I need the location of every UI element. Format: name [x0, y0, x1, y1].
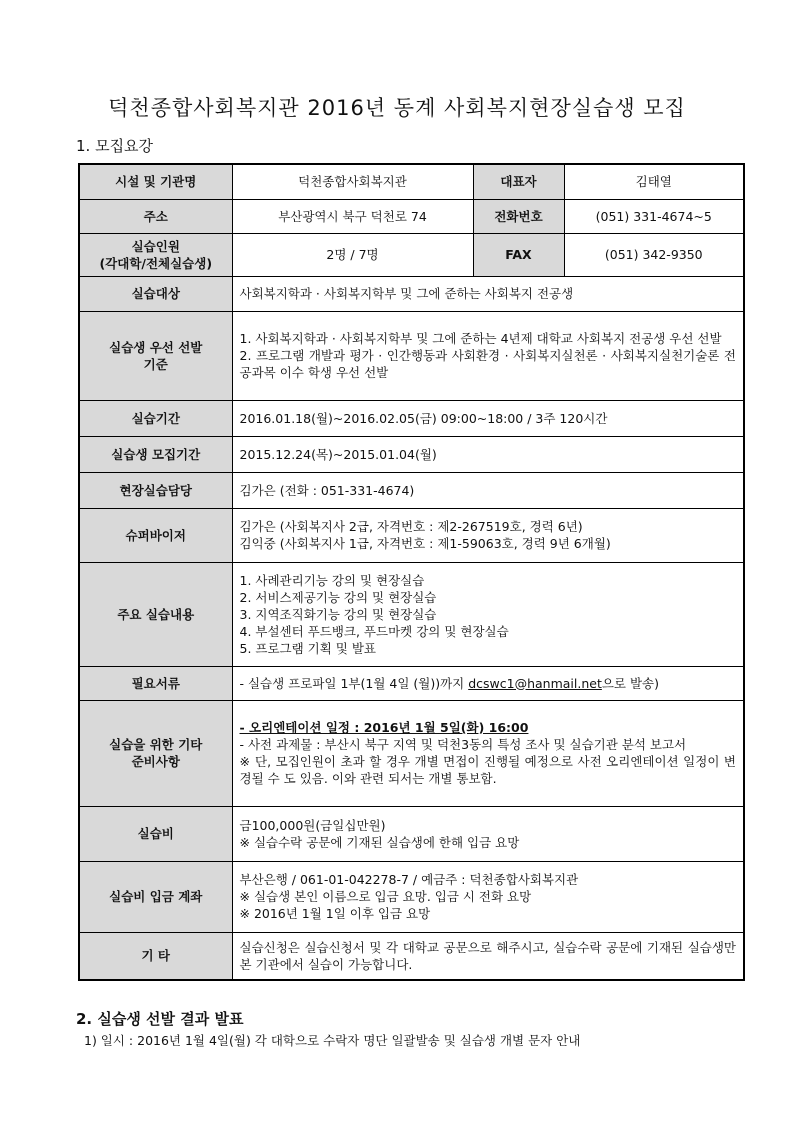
account-line-1: 부산은행 / 061-01-042278-7 / 예금주 : 덕천종합사회복지관 — [239, 872, 579, 887]
prep-line-3: ※ 단, 모집인원이 초과 할 경우 개별 면접이 진행될 예정으로 사전 오리엔테이션 일정이 변경될 수 도 있음. 이와 관련 되서는 개별 통보함. — [239, 754, 736, 786]
priority-line-2: 2. 프로그램 개발과 평가 · 인간행동과 사회환경 · 사회복지실천론 · 사회복지실천기술론 전공과목 이수 학생 우선 선발 — [239, 348, 736, 380]
page-title: 덕천종합사회복지관 2016년 동계 사회복지현장실습생 모집 — [108, 96, 686, 120]
account-line-2: ※ 실습생 본인 이름으로 입금 요망. 입금 시 전화 요망 — [239, 889, 532, 904]
account-label: 실습비 입금 계좌 — [79, 861, 232, 932]
table-row — [79, 400, 744, 436]
section2-item: 1) 일시 : 2016년 1월 4일(월) 각 대학으로 수락자 명단 일괄발송 및 실습생 개별 문자 안내 — [84, 1033, 581, 1048]
recruitment-table — [78, 163, 745, 981]
prep-label-line2: 준비사항 — [131, 754, 180, 769]
supervisor-line-1: 김가은 (사회복지사 2급, 자격번호 : 제2-267519호, 경력 6년) — [239, 519, 583, 534]
fee-value — [232, 806, 744, 861]
priority-label — [79, 311, 232, 400]
count-label-line2: (각대학/전체실습생) — [99, 255, 213, 271]
table-row — [79, 861, 744, 932]
fax-label: FAX — [473, 233, 564, 276]
supervisor-label: 슈퍼바이저 — [79, 508, 232, 562]
recruit-value: 2015.12.24(목)~2015.01.04(월) — [232, 436, 744, 472]
rep-label: 대표자 — [473, 164, 564, 199]
section1-heading: 1. 모집요강 — [76, 137, 154, 155]
priority-line-1: 1. 사회복지학과 · 사회복지학부 및 그에 준하는 4년제 대학교 사회복지 전공생 우선 선발 — [239, 331, 722, 346]
list-item: 1. 사례관리기능 강의 및 현장실습 — [239, 572, 425, 588]
priority-label-line2: 기준 — [143, 356, 168, 372]
count-label-line1: 실습인원 — [131, 238, 180, 254]
table-row — [79, 562, 744, 666]
prep-line-2: - 사전 과제물 : 부산시 북구 지역 및 덕천3동의 특성 조사 및 실습기관 분석 보고서 — [239, 737, 687, 752]
phone-label: 전화번호 — [473, 199, 564, 233]
fax-value: (051) 342-9350 — [564, 233, 744, 276]
count-value: 2명 / 7명 — [232, 233, 473, 276]
table-row — [79, 199, 744, 233]
prep-value — [232, 700, 744, 806]
facility-label: 시설 및 기관명 — [79, 164, 232, 199]
table-row — [79, 700, 744, 806]
count-label — [79, 233, 232, 276]
table-row — [79, 311, 744, 400]
content-label: 주요 실습내용 — [79, 562, 232, 666]
fee-line-2: ※ 실습수락 공문에 기재된 실습생에 한해 입금 요망 — [239, 834, 520, 850]
target-label: 실습대상 — [79, 276, 232, 311]
manager-value: 김가은 (전화 : 051-331-4674) — [232, 472, 744, 508]
period-label: 실습기간 — [79, 400, 232, 436]
target-value: 사회복지학과 · 사회복지학부 및 그에 준하는 사회복지 전공생 — [232, 276, 744, 311]
prep-label-line1: 실습을 위한 기타 — [109, 737, 203, 752]
account-value — [232, 861, 744, 932]
table-row — [79, 472, 744, 508]
table-row — [79, 276, 744, 311]
list-item: 3. 지역조직화기능 강의 및 현장실습 — [239, 606, 437, 622]
supervisor-line-2: 김익중 (사회복지사 1급, 자격번호 : 제1-59063호, 경력 9년 6개월) — [239, 536, 611, 551]
docs-prefix: - 실습생 프로파일 1부(1월 4일 (월))까지 — [239, 675, 469, 691]
docs-suffix: 으로 발송) — [601, 675, 660, 691]
table-row — [79, 436, 744, 472]
address-label: 주소 — [79, 199, 232, 233]
priority-value — [232, 311, 744, 400]
table-row — [79, 932, 744, 980]
account-line-3: ※ 2016년 1월 1일 이후 입금 요망 — [239, 906, 431, 921]
table-row — [79, 164, 744, 199]
recruit-label: 실습생 모집기간 — [79, 436, 232, 472]
rep-value: 김태열 — [564, 164, 744, 199]
list-item: 2. 서비스제공기능 강의 및 현장실습 — [239, 589, 437, 605]
table-row — [79, 233, 744, 276]
email-link[interactable]: dcswc1@hanmail.net — [468, 675, 602, 691]
table-row — [79, 508, 744, 562]
etc-value: 실습신청은 실습신청서 및 각 대학교 공문으로 해주시고, 실습수락 공문에 기재된 실습생만 본 기관에서 실습이 가능합니다. — [232, 932, 744, 980]
address-value: 부산광역시 북구 덕천로 74 — [232, 199, 473, 233]
period-value: 2016.01.18(월)~2016.02.05(금) 09:00~18:00 / 3주 120시간 — [232, 400, 744, 436]
orientation-schedule: - 오리엔테이션 일정 : 2016년 1월 5일(화) 16:00 — [239, 720, 529, 735]
priority-label-line1: 실습생 우선 선발 — [109, 339, 203, 355]
docs-value — [232, 666, 744, 700]
list-item: 5. 프로그램 기획 및 발표 — [239, 640, 376, 656]
prep-label — [79, 700, 232, 806]
facility-value: 덕천종합사회복지관 — [232, 164, 473, 199]
table-row — [79, 806, 744, 861]
phone-value: (051) 331-4674~5 — [564, 199, 744, 233]
fee-label: 실습비 — [79, 806, 232, 861]
docs-label: 필요서류 — [79, 666, 232, 700]
table-row — [79, 666, 744, 700]
manager-label: 현장실습담당 — [79, 472, 232, 508]
etc-label: 기 타 — [79, 932, 232, 980]
supervisor-value — [232, 508, 744, 562]
content-list — [232, 562, 744, 666]
list-item: 4. 부설센터 푸드뱅크, 푸드마켓 강의 및 현장실습 — [239, 623, 509, 639]
section2-heading: 2. 실습생 선발 결과 발표 — [76, 1010, 244, 1028]
fee-line-1: 금100,000원(금일십만원) — [239, 817, 386, 833]
